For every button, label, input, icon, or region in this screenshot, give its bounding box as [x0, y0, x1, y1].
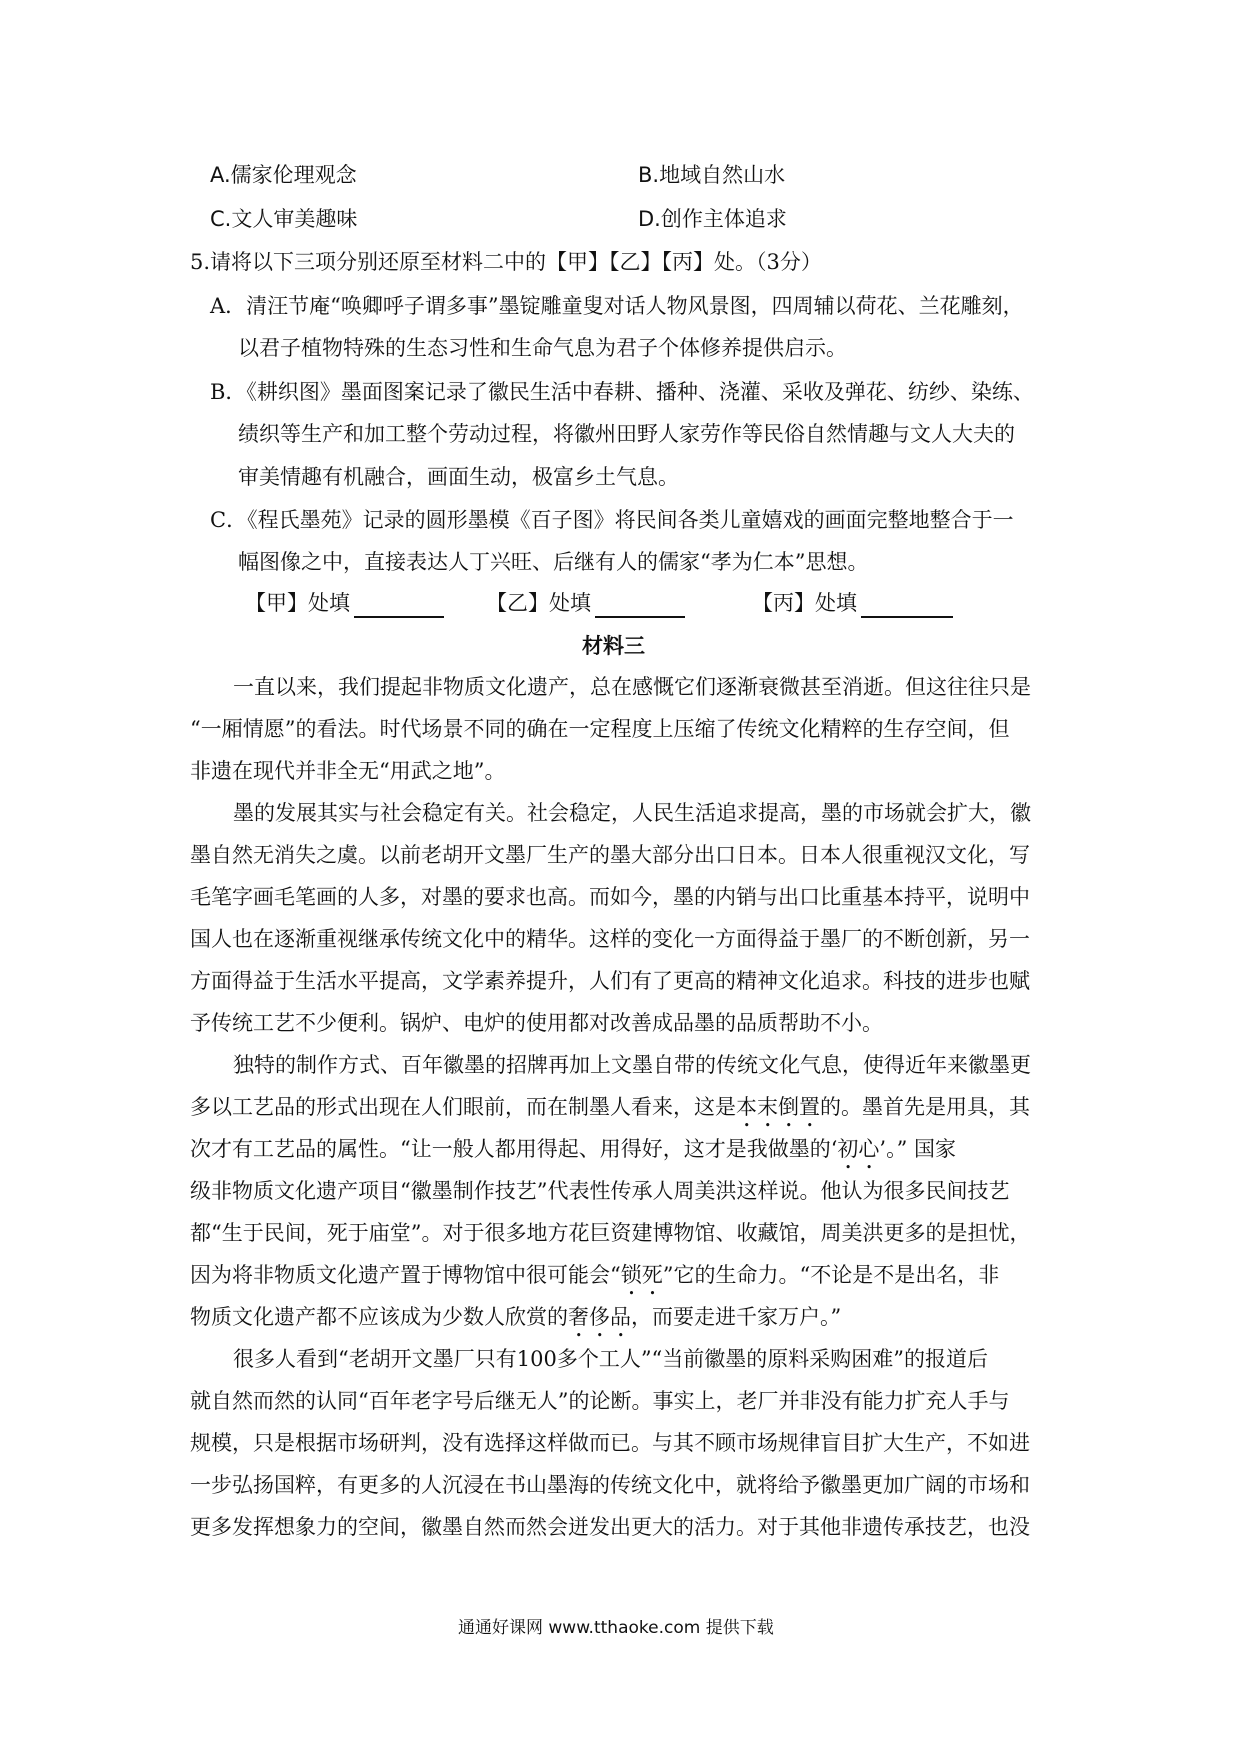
material3-p2-line4: 国人也在逐渐重视继承传统文化中的精华。这样的变化一方面得益于墨厂的不断创新，另一 — [190, 927, 1030, 951]
material3-p4-line3: 规模，只是根据市场研判，没有选择这样做而已。与其不顾市场规律盲目扩大生产，不如进 — [190, 1431, 1030, 1455]
material3-p4-line4: 一步弘扬国粹，有更多的人沉浸在书山墨海的传统文化中，就将给予徽墨更加广阔的市场和 — [190, 1473, 1030, 1497]
material3-p3-line6-b: ”它的生命力。“不论是不是出名，非 — [662, 1263, 1000, 1287]
q5-option-c-line1: C．《程氏墨苑》记录的圆形墨模《百子图》将民间各类儿童嬉戏的画面完整地整合于一 — [210, 508, 1014, 532]
q5-option-b-line3: 审美情趣有机融合，画面生动，极富乡土气息。 — [238, 465, 679, 489]
material3-p3-line7-b: ，而要走进千家万户。” — [631, 1305, 842, 1329]
material3-p1-line1: 一直以来，我们提起非物质文化遗产，总在感慨它们逐渐衰微甚至消逝。但这往往只是 — [233, 675, 1031, 699]
fill-yi-row — [486, 588, 685, 618]
material3-p3-line6 — [190, 1260, 999, 1300]
material3-p4-line1: 很多人看到“老胡开文墨厂只有100多个工人”“当前徽墨的原料采购困难”的报道后 — [233, 1347, 989, 1371]
fill-yi-label: 【乙】处填 — [486, 591, 591, 615]
q5-stem: 5.请将以下三项分别还原至材料二中的【甲】【乙】【丙】处。（3分） — [190, 250, 822, 274]
fill-bing-row — [752, 588, 953, 618]
material3-p2-line6: 予传统工艺不少便利。锅炉、电炉的使用都对改善成品墨的品质帮助不小。 — [190, 1011, 883, 1035]
emphasis-benmodaozhi: 本末倒置 — [736, 1095, 820, 1119]
fill-yi-blank[interactable] — [595, 594, 685, 618]
emphasis-chuxin: 初心 — [837, 1137, 880, 1161]
emphasis-shechipin: 奢侈品 — [568, 1305, 631, 1329]
fill-bing-blank[interactable] — [861, 594, 953, 618]
q4-option-c: C.文人审美趣味 — [210, 207, 358, 231]
material3-p3-line3 — [190, 1134, 956, 1174]
material3-p4-line2: 就自然而然的认同“百年老字号后继无人”的论断。事实上，老厂并非没有能力扩充人手与 — [190, 1389, 1010, 1413]
material3-p1-line2: “一厢情愿”的看法。时代场景不同的确在一定程度上压缩了传统文化精粹的生存空间，但 — [190, 717, 1010, 741]
material3-p4-line5: 更多发挥想象力的空间，徽墨自然而然会迸发出更大的活力。对于其他非遗传承技艺，也没 — [190, 1515, 1030, 1539]
q5-option-b-line1: B．《耕织图》墨面图案记录了徽民生活中春耕、播种、浇灌、采收及弹花、纺纱、染练、 — [210, 380, 1034, 404]
fill-jia-row — [245, 588, 444, 618]
material3-p2-line1: 墨的发展其实与社会稳定有关。社会稳定，人民生活追求提高，墨的市场就会扩大，徽 — [233, 801, 1031, 825]
material3-p3-line7 — [190, 1302, 841, 1342]
q5-option-a-line2: 以君子植物特殊的生态习性和生命气息为君子个体修养提供启示。 — [238, 336, 847, 360]
emphasis-suosi: 锁死 — [620, 1263, 663, 1287]
q4-option-d: D.创作主体追求 — [638, 207, 787, 231]
material3-title: 材料三 — [582, 634, 645, 658]
q4-option-b: B.地域自然山水 — [638, 163, 786, 187]
material3-p3-line4: 级非物质文化遗产项目“徽墨制作技艺”代表性传承人周美洪这样说。他认为很多民间技艺 — [190, 1179, 1010, 1203]
q5-option-c-line2: 幅图像之中，直接表达人丁兴旺、后继有人的儒家“孝为仁本”思想。 — [238, 550, 869, 574]
q5-option-b-line2: 绩织等生产和加工整个劳动过程，将徽州田野人家劳作等民俗自然情趣与文人大夫的 — [238, 422, 1015, 446]
material3-p3-line1: 独特的制作方式、百年徽墨的招牌再加上文墨自带的传统文化气息，使得近年来徽墨更 — [233, 1053, 1031, 1077]
material3-p2-line3: 毛笔字画毛笔画的人多，对墨的要求也高。而如今，墨的内销与出口比重基本持平，说明中 — [190, 885, 1030, 909]
material3-p3-line5: 都“生于民间，死于庙堂”。对于很多地方花巨资建博物馆、收藏馆，周美洪更多的是担忧， — [190, 1221, 1031, 1245]
material3-p3-line2-b: 的。墨首先是用具，其 — [820, 1095, 1030, 1119]
fill-jia-label: 【甲】处填 — [245, 591, 350, 615]
material3-p3-line3-b: ’。” 国家 — [879, 1137, 957, 1161]
material3-p3-line7-a: 物质文化遗产都不应该成为少数人欣赏的 — [190, 1305, 568, 1329]
material3-p2-line5: 方面得益于生活水平提高，文学素养提升，人们有了更高的精神文化追求。科技的进步也赋 — [190, 969, 1030, 993]
q4-option-a: A.儒家伦理观念 — [210, 163, 357, 187]
q5-option-a-line1: A．清汪节庵“唤卿呼子谓多事”墨锭雕童叟对话人物风景图，四周辅以荷花、兰花雕刻， — [210, 294, 1024, 318]
fill-jia-blank[interactable] — [354, 594, 444, 618]
material3-p1-line3: 非遗在现代并非全无“用武之地”。 — [190, 759, 506, 783]
material3-p2-line2: 墨自然无消失之虞。以前老胡开文墨厂生产的墨大部分出口日本。日本人很重视汉文化，写 — [190, 843, 1030, 867]
material3-p3-line3-a: 次才有工艺品的属性。“让一般人都用得起、用得好，这才是我做墨的‘ — [190, 1137, 838, 1161]
footer-text: 通通好课网 www.tthaoke.com 提供下载 — [458, 1618, 774, 1638]
material3-p3-line2-a: 多以工艺品的形式出现在人们眼前，而在制墨人看来，这是 — [190, 1095, 736, 1119]
material3-p3-line6-a: 因为将非物质文化遗产置于博物馆中很可能会“ — [190, 1263, 621, 1287]
fill-bing-label: 【丙】处填 — [752, 591, 857, 615]
material3-p3-line2 — [190, 1092, 1030, 1132]
